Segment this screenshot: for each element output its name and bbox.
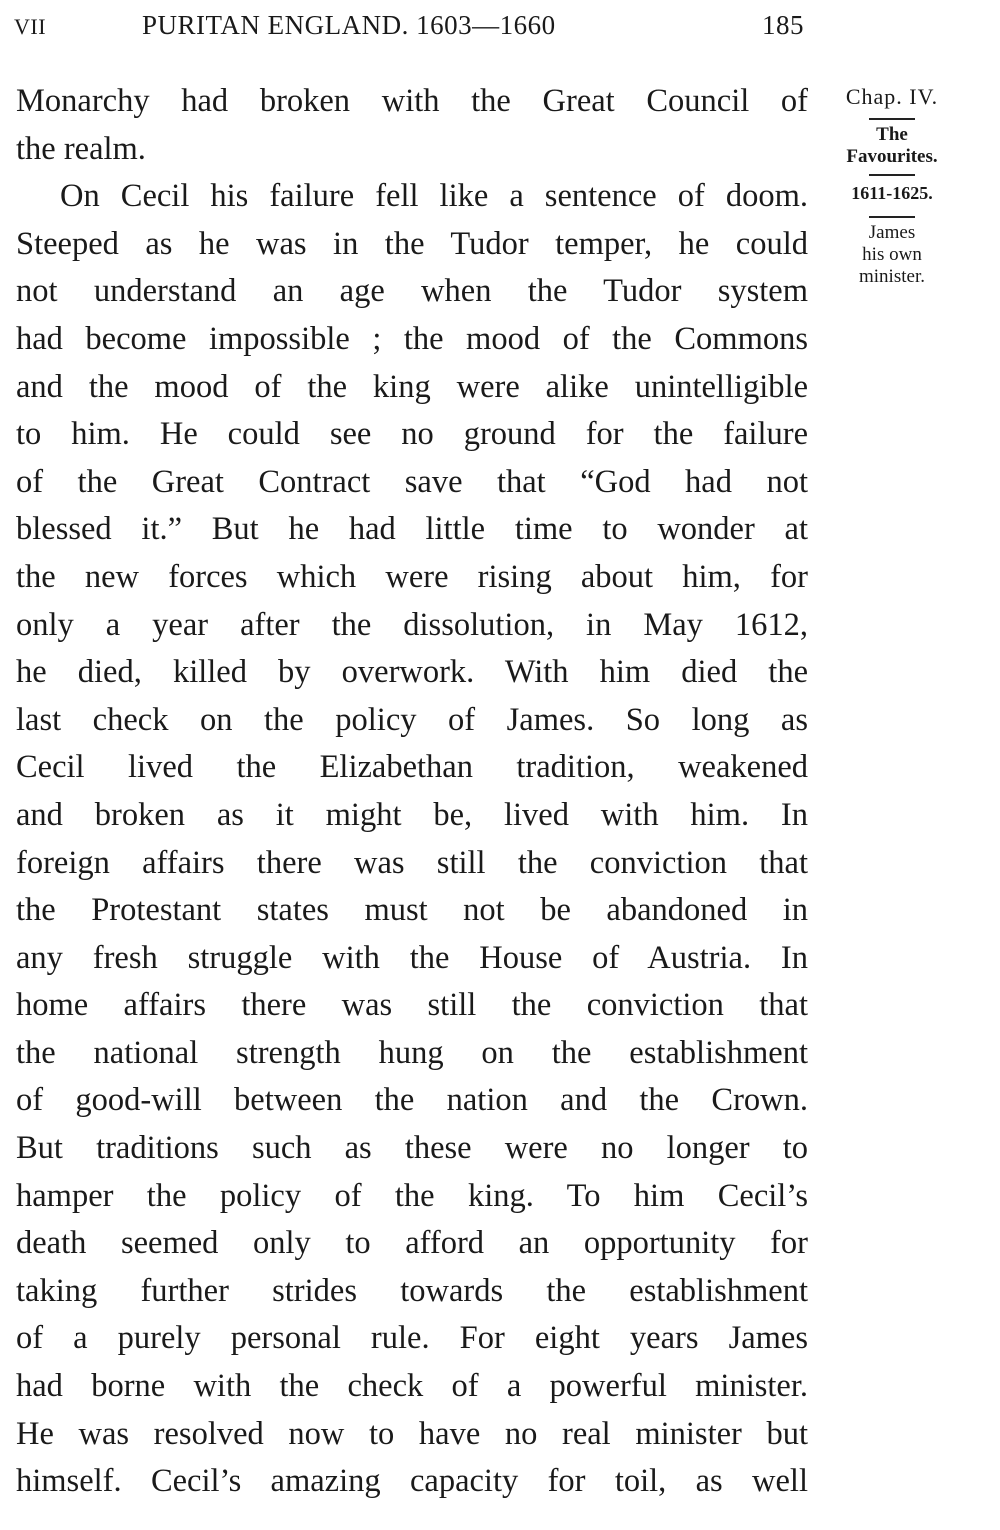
text-line: foreign affairs there was still the conviction that (16, 844, 808, 881)
text-line: the new forces which were rising about him, for (16, 558, 808, 595)
text-line: of the Great Contract save that “God had not (16, 463, 808, 500)
margin-chapter: Chap. IV. (845, 84, 939, 109)
text-line: any fresh struggle with the House of Austria. In (16, 939, 808, 976)
text-line: last check on the policy of James. So long as (16, 701, 808, 738)
text-line: the national strength hung on the establishment (16, 1034, 808, 1071)
text-line: and the mood of the king were alike unintelligible (16, 368, 808, 405)
running-head-chapter: VII (14, 14, 47, 39)
text-line: blessed it.” But he had little time to wonder at (16, 511, 808, 548)
margin-rule (869, 118, 915, 120)
margin-topic-line: minister. (859, 266, 925, 287)
margin-topic-line: James (868, 222, 916, 243)
margin-rule (869, 174, 915, 176)
text-line: death seemed only to afford an opportunity for (16, 1225, 808, 1262)
margin-dates: 1611-1625. (851, 183, 933, 203)
text-line: home affairs there was still the conviction that (16, 987, 808, 1024)
text-line: the realm. (16, 130, 146, 167)
text-line: of good-will between the nation and the Crown. (16, 1082, 808, 1119)
running-head (14, 10, 806, 50)
text-line: to him. He could see no ground for the failure (16, 416, 808, 453)
margin-notes (818, 86, 966, 294)
text-line: the Protestant states must not be abandoned in (16, 892, 808, 929)
running-head-title: PURITAN ENGLAND. 1603—1660 (142, 10, 556, 40)
margin-section (818, 124, 966, 168)
text-line: and broken as it might be, lived with him. In (16, 796, 808, 833)
text-line: had become impossible ; the mood of the Commons (16, 320, 808, 357)
margin-topic (818, 222, 966, 288)
margin-topic-line: his own (862, 244, 922, 265)
text-line: only a year after the dissolution, in May 1612, (16, 606, 808, 643)
margin-rule (869, 216, 915, 218)
margin-section-line: The (876, 124, 908, 145)
text-line: he died, killed by overwork. With him died the (16, 654, 808, 691)
page-number: 185 (762, 10, 804, 40)
text-line: had borne with the check of a powerful minister. (16, 1368, 808, 1405)
text-line: He was resolved now to have no real minister but (16, 1415, 808, 1452)
body-text (16, 78, 808, 1506)
text-line: not understand an age when the Tudor system (16, 273, 808, 310)
text-line: Steeped as he was in the Tudor temper, he could (16, 225, 808, 262)
text-line: Cecil lived the Elizabethan tradition, weakened (16, 749, 808, 786)
text-line: Monarchy had broken with the Great Council of (16, 83, 808, 119)
text-line: taking further strides towards the establishment (16, 1272, 808, 1309)
text-line: On Cecil his failure fell like a sentence of doom. (60, 178, 808, 215)
text-line: of a purely personal rule. For eight years James (16, 1320, 808, 1357)
text-line: hamper the policy of the king. To him Cecil’s (16, 1177, 808, 1214)
margin-section-line: Favourites. (846, 146, 938, 167)
text-line: himself. Cecil’s amazing capacity for toil, as well (16, 1463, 808, 1500)
text-line: But traditions such as these were no longer to (16, 1130, 808, 1167)
